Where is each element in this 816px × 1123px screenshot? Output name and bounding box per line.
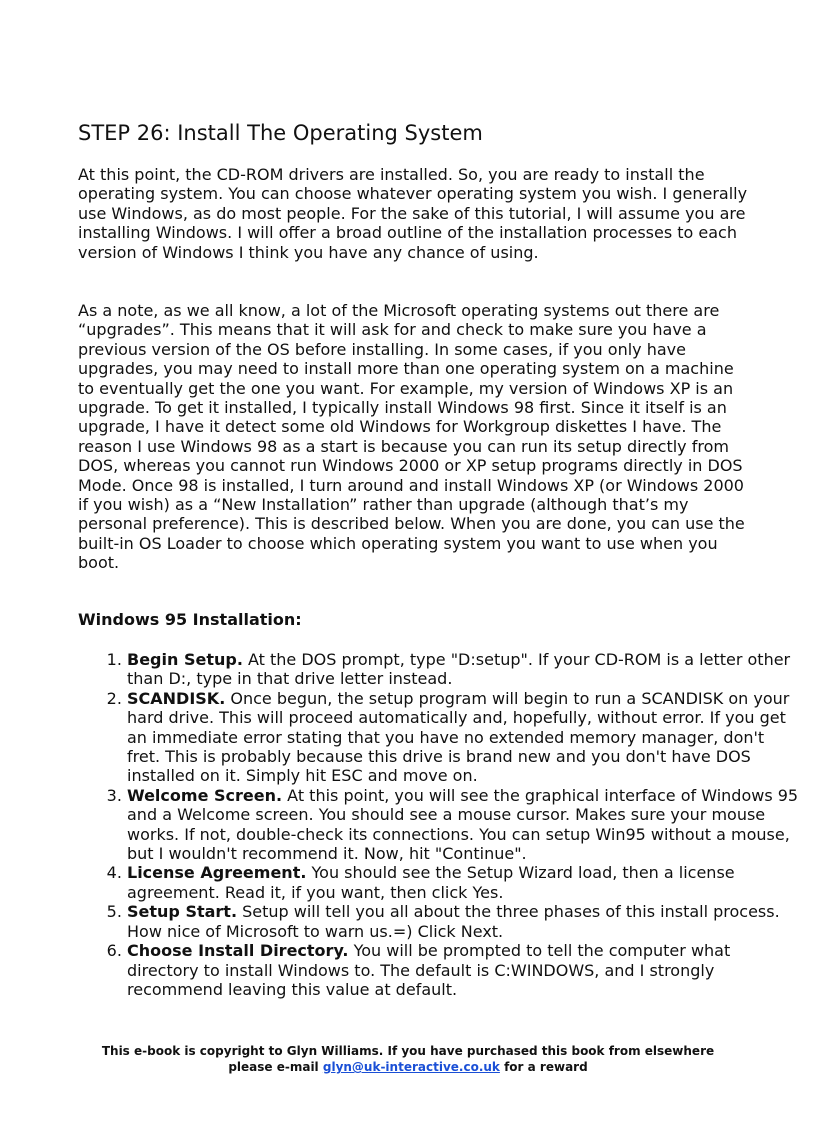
step-text: Once begun, the setup program will begin to run a SCANDISK on your hard drive. This will proceed automatically and, hopefully, without error. If you get an immediate error stating that you have no extended memory manager, don't fret. This is probably because this drive is brand new and you don't have DOS installed on it. Simply hit ESC and move on.: [127, 688, 790, 786]
step-text: You will be prompted to tell the computer what directory to install Windows to. The default is C:WINDOWS, and I strongly recommend leaving this value at default.: [127, 941, 731, 999]
step-label: Setup Start.: [127, 902, 238, 922]
list-item: [127, 863, 799, 902]
step-text: At the DOS prompt, type "D:setup". If your CD-ROM is a letter other than D:, type in that drive letter instead.: [127, 650, 791, 689]
list-item: [127, 786, 799, 864]
list-item: [127, 902, 799, 941]
email-link[interactable]: glyn@uk-interactive.co.uk: [322, 1060, 500, 1074]
step-label: SCANDISK.: [127, 688, 226, 708]
copyright-footer: [78, 1043, 738, 1075]
step-text: Setup will tell you all about the three phases of this install process. How nice of Microsoft to warn us.=) Click Next.: [127, 902, 780, 941]
list-item: [127, 941, 799, 999]
intro-paragraph: At this point, the CD-ROM drivers are installed. So, you are ready to install the operating system. You can choose whatever operating system you wish. I generally use Windows, as do most people. For the sake of this tutorial, I will assume you are installing Windows. I will offer a broad outline of the installation processes to each version of Windows I think you have any chance of using.: [78, 165, 748, 262]
step-text: At this point, you will see the graphical interface of Windows 95 and a Welcome screen. You should see a mouse cursor. Makes sure your mouse works. If not, double-check its connections. You can setup Win95 without a mouse, but I wouldn't recommend it. Now, hit "Continue".: [127, 785, 799, 864]
step-label: Begin Setup.: [127, 650, 243, 669]
list-item: [127, 650, 799, 689]
page-title: STEP 26: Install The Operating System: [78, 121, 483, 145]
step-label: License Agreement.: [127, 863, 307, 883]
upgrade-note-paragraph: As a note, as we all know, a lot of the Microsoft operating systems out there are “upgrades”. This means that it will ask for and check to make sure you have a previous version of the OS before installing. In some cases, if you only have upgrades, you may need to install more than one operating system on a machine to eventually get the one you want. For example, my version of Windows XP is an upgrade. To get it installed, I typically install Windows 98 first. Since it itself is an upgrade, I have it detect some old Windows for Workgroup diskettes I have. The reason I use Windows 98 as a start is because you can run its setup directly from DOS, whereas you cannot run Windows 2000 or XP setup programs directly in DOS Mode. Once 98 is installed, I turn around and install Windows XP (or Windows 2000 if you wish) as a “New Installation” rather than upgrade (although that’s my personal preference). This is described below. When you are done, you can use the built-in OS Loader to choose which operating system you want to use when you boot.: [78, 301, 745, 573]
list-item: [127, 689, 799, 786]
install-steps-list: [78, 650, 799, 999]
footer-text: This e-book is copyright to Glyn Williams. If you have purchased this book from elsewhere please e-mail: [101, 1044, 715, 1074]
footer-text-end: for a reward: [499, 1060, 588, 1074]
section-heading: Windows 95 Installation:: [78, 610, 302, 629]
step-label: Choose Install Directory.: [127, 941, 349, 961]
step-label: Welcome Screen.: [127, 785, 283, 805]
step-text: You should see the Setup Wizard load, then a license agreement. Read it, if you want, then click Yes.: [127, 863, 735, 902]
